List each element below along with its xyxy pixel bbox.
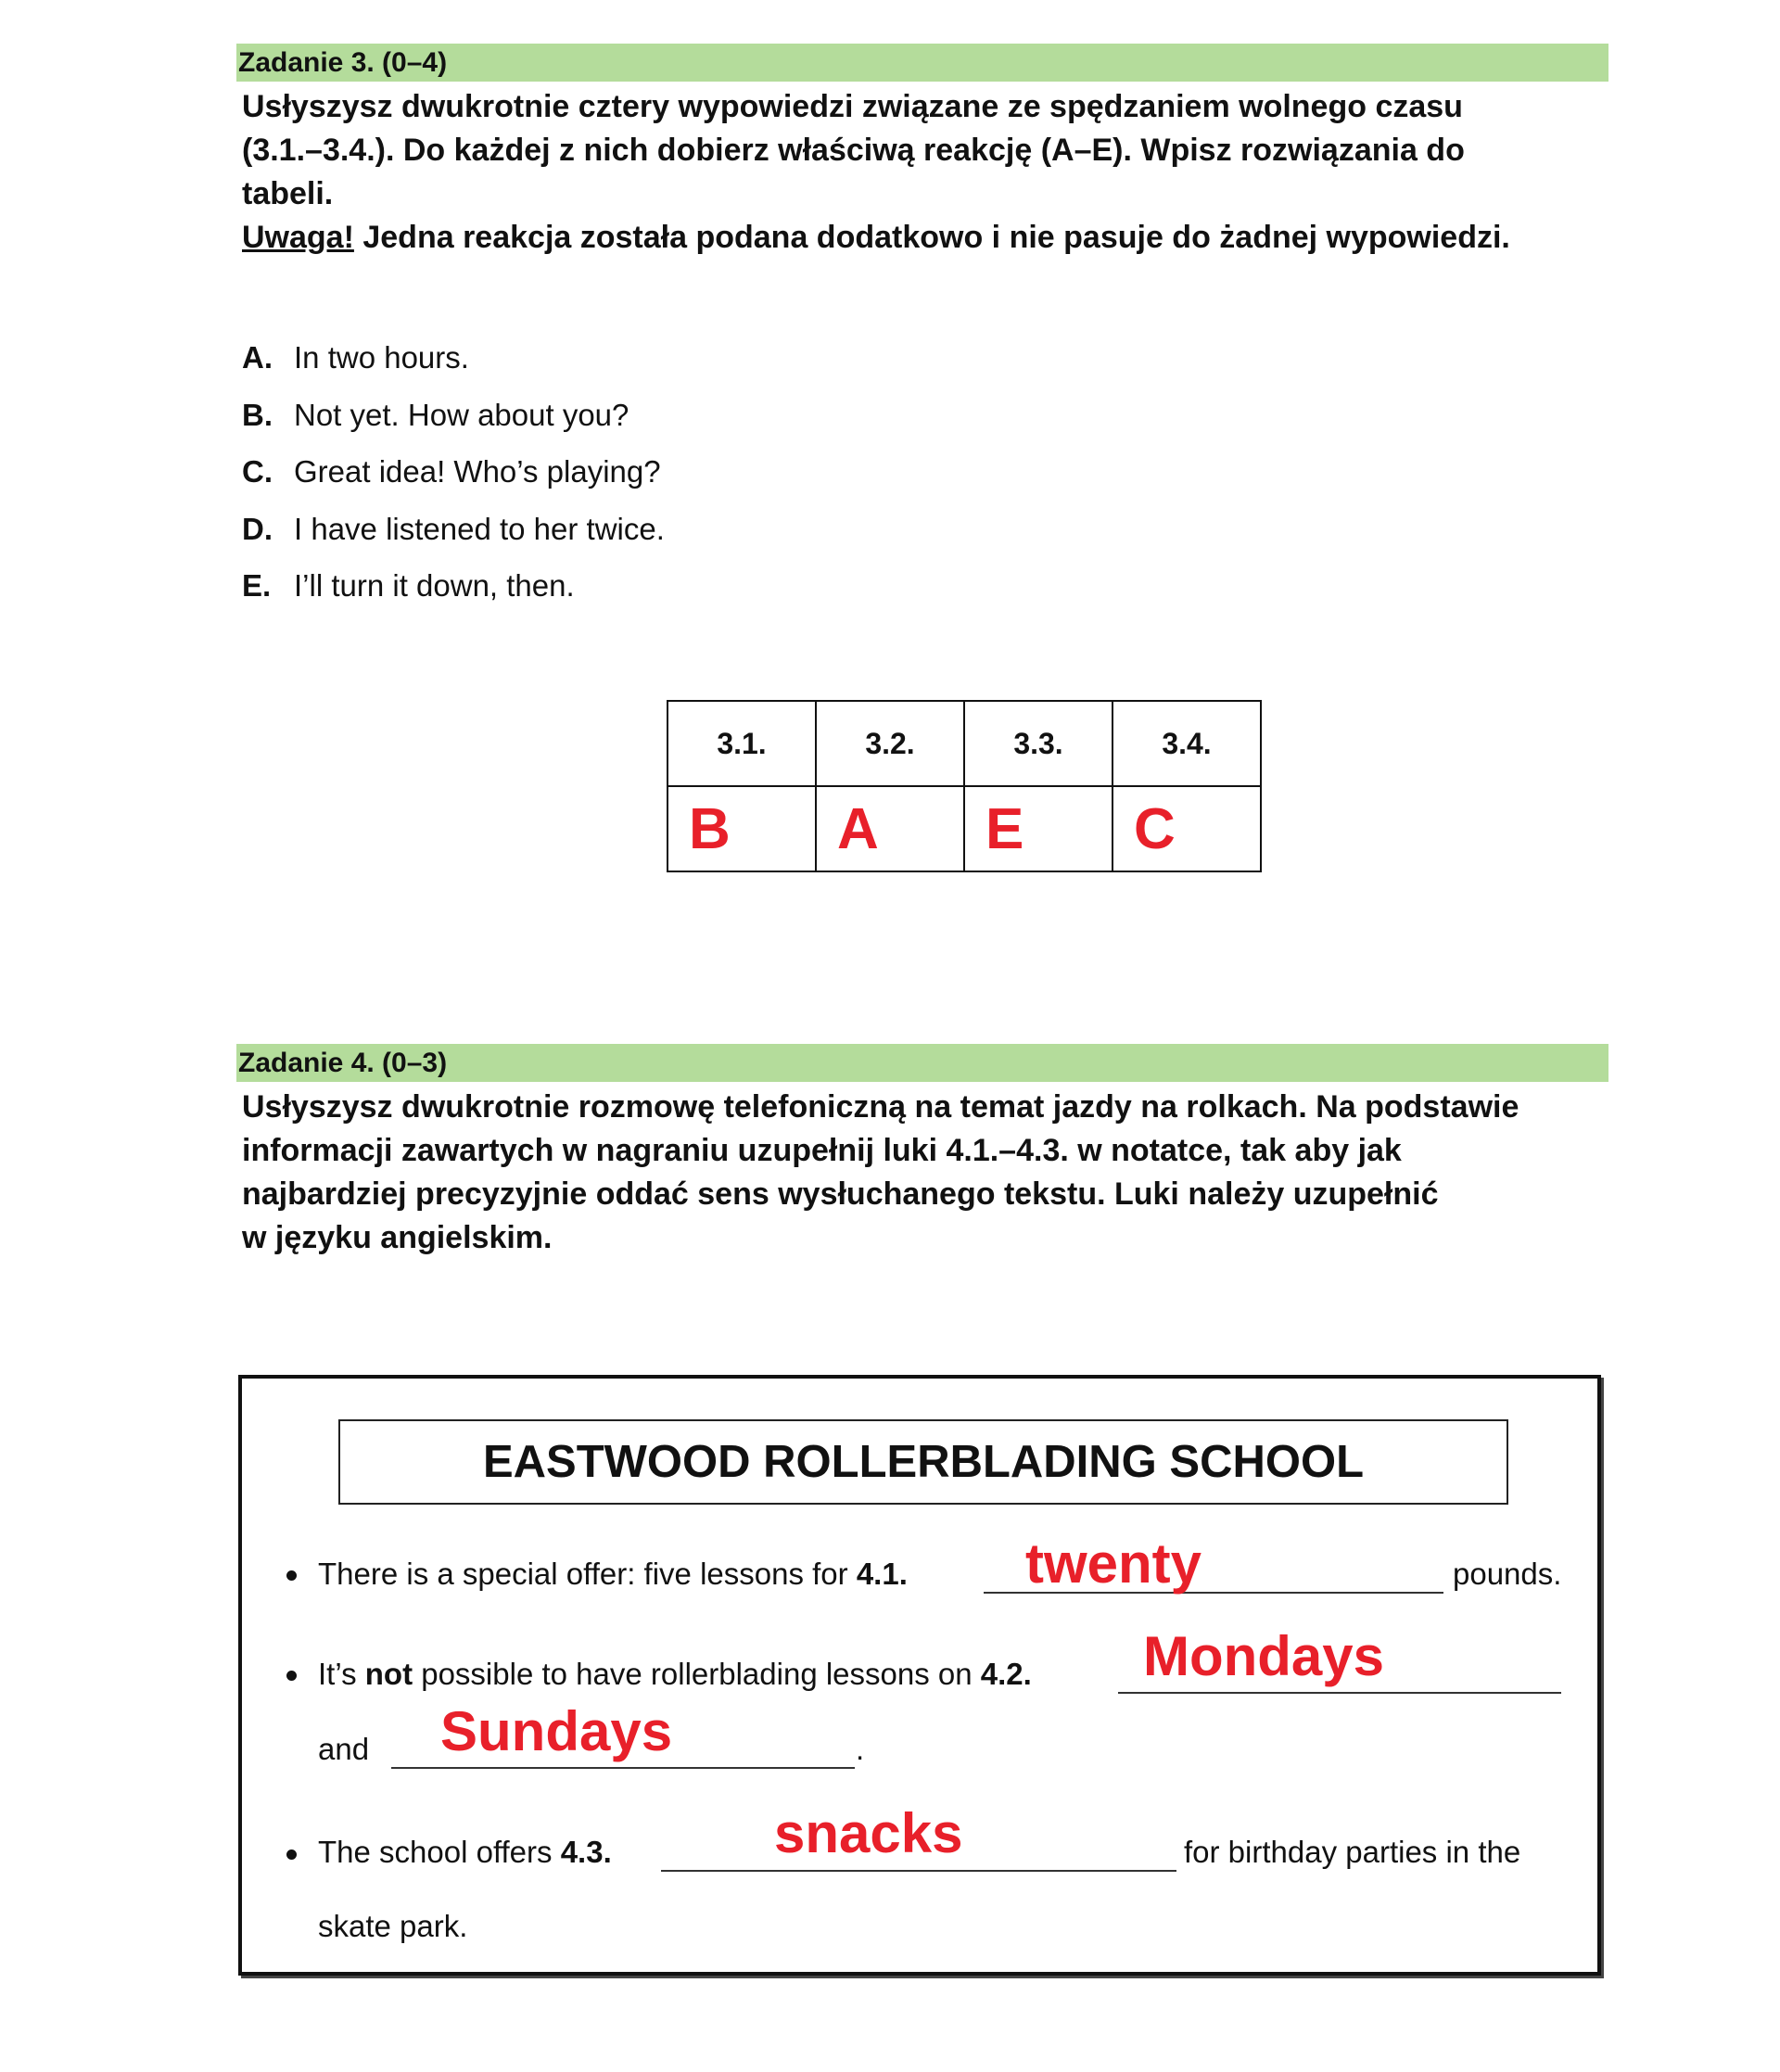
item1-after: pounds. (1453, 1557, 1562, 1591)
note-box (238, 1375, 1601, 1976)
gap-4-3-answer[interactable]: snacks (774, 1802, 963, 1864)
option-letter: A. (242, 340, 273, 375)
option-letter: C. (242, 454, 273, 489)
note-title: EASTWOOD ROLLERBLADING SCHOOL (338, 1419, 1508, 1505)
option-c (242, 455, 1608, 513)
gap-4-2-line-a[interactable] (1118, 1692, 1561, 1694)
item1-before: There is a special offer: five lessons for (318, 1557, 857, 1591)
task4-header: Zadanie 4. (0–3) (236, 1044, 1608, 1082)
answer-table-header-row (668, 701, 1261, 786)
option-a (242, 341, 1608, 399)
option-letter: B. (242, 397, 273, 432)
option-b (242, 399, 1608, 456)
item3-line2: skate park. (318, 1909, 468, 1943)
answer-cell[interactable]: E (964, 786, 1112, 871)
task3-instruction-line: tabeli. (242, 176, 334, 211)
task3-instruction-line: Usłyszysz dwukrotnie cztery wypowiedzi związane ze spędzaniem wolnego czasu (242, 89, 1463, 124)
item2-end: . (856, 1732, 865, 1766)
option-text: I have listened to her twice. (294, 511, 665, 546)
item2-before2: possible to have rollerblading lessons on (413, 1657, 981, 1691)
answer-cell[interactable]: B (668, 786, 816, 871)
table-header-cell: 3.4. (1112, 701, 1261, 786)
item3-number: 4.3. (560, 1835, 612, 1869)
answer-cell[interactable]: A (816, 786, 964, 871)
option-e (242, 569, 1608, 627)
option-text: Great idea! Who’s playing? (294, 454, 661, 489)
gap-4-2-answer-b[interactable]: Sundays (440, 1700, 673, 1762)
gap-4-1-answer[interactable]: twenty (1025, 1532, 1202, 1595)
bullet-icon (286, 1671, 297, 1681)
option-text: In two hours. (294, 340, 469, 375)
bullet-icon (286, 1850, 297, 1860)
task4-instruction-line: najbardziej precyzyjnie oddać sens wysłuchanego tekstu. Luki należy uzupełnić (242, 1176, 1439, 1212)
table-header-cell: 3.1. (668, 701, 816, 786)
item1-text (318, 1557, 908, 1592)
item2-before1: It’s (318, 1657, 365, 1691)
option-text: I’ll turn it down, then. (294, 568, 575, 603)
option-letter: D. (242, 511, 273, 546)
exam-page (236, 0, 1608, 1943)
note-label: Uwaga! (242, 220, 354, 255)
item3-text (318, 1835, 612, 1870)
task3-instructions (236, 85, 1608, 260)
item2-text (318, 1657, 1032, 1692)
table-header-cell: 3.3. (964, 701, 1112, 786)
item2-not: not (364, 1657, 413, 1691)
item3-before: The school offers (318, 1835, 561, 1869)
gap-4-2-line-b[interactable] (391, 1767, 855, 1769)
task4-instruction-line: Usłyszysz dwukrotnie rozmowę telefoniczną na temat jazdy na rolkach. Na podstawie (242, 1089, 1519, 1125)
task3-note (242, 216, 1608, 260)
task3-options-list (236, 341, 1608, 627)
task4-instruction-line: w języku angielskim. (242, 1220, 553, 1255)
option-d (242, 513, 1608, 570)
bullet-icon (286, 1570, 297, 1581)
answer-cell[interactable]: C (1112, 786, 1261, 871)
task4-instruction-line: informacji zawartych w nagraniu uzupełnij luki 4.1.–4.3. w notatce, tak aby jak (242, 1133, 1402, 1168)
task4-instructions (236, 1086, 1608, 1260)
gap-4-2-answer-a[interactable]: Mondays (1143, 1625, 1385, 1687)
table-header-cell: 3.2. (816, 701, 964, 786)
option-letter: E. (242, 568, 272, 603)
task3-header: Zadanie 3. (0–4) (236, 44, 1608, 82)
task3-answer-table (667, 700, 1262, 872)
item1-number: 4.1. (856, 1557, 908, 1591)
item3-after: for birthday parties in the (1184, 1835, 1521, 1869)
gap-4-3-line[interactable] (661, 1870, 1176, 1872)
option-text: Not yet. How about you? (294, 397, 629, 432)
task3-instruction-line: (3.1.–3.4.). Do każdej z nich dobierz właściwą reakcję (A–E). Wpisz rozwiązania do (242, 133, 1465, 168)
answer-table-answer-row (668, 786, 1261, 871)
item2-and: and (318, 1732, 370, 1766)
item2-number: 4.2. (980, 1657, 1032, 1691)
note-text: Jedna reakcja została podana dodatkowo i nie pasuje do żadnej wypowiedzi. (353, 220, 1510, 255)
task4-section (236, 1044, 1608, 1260)
